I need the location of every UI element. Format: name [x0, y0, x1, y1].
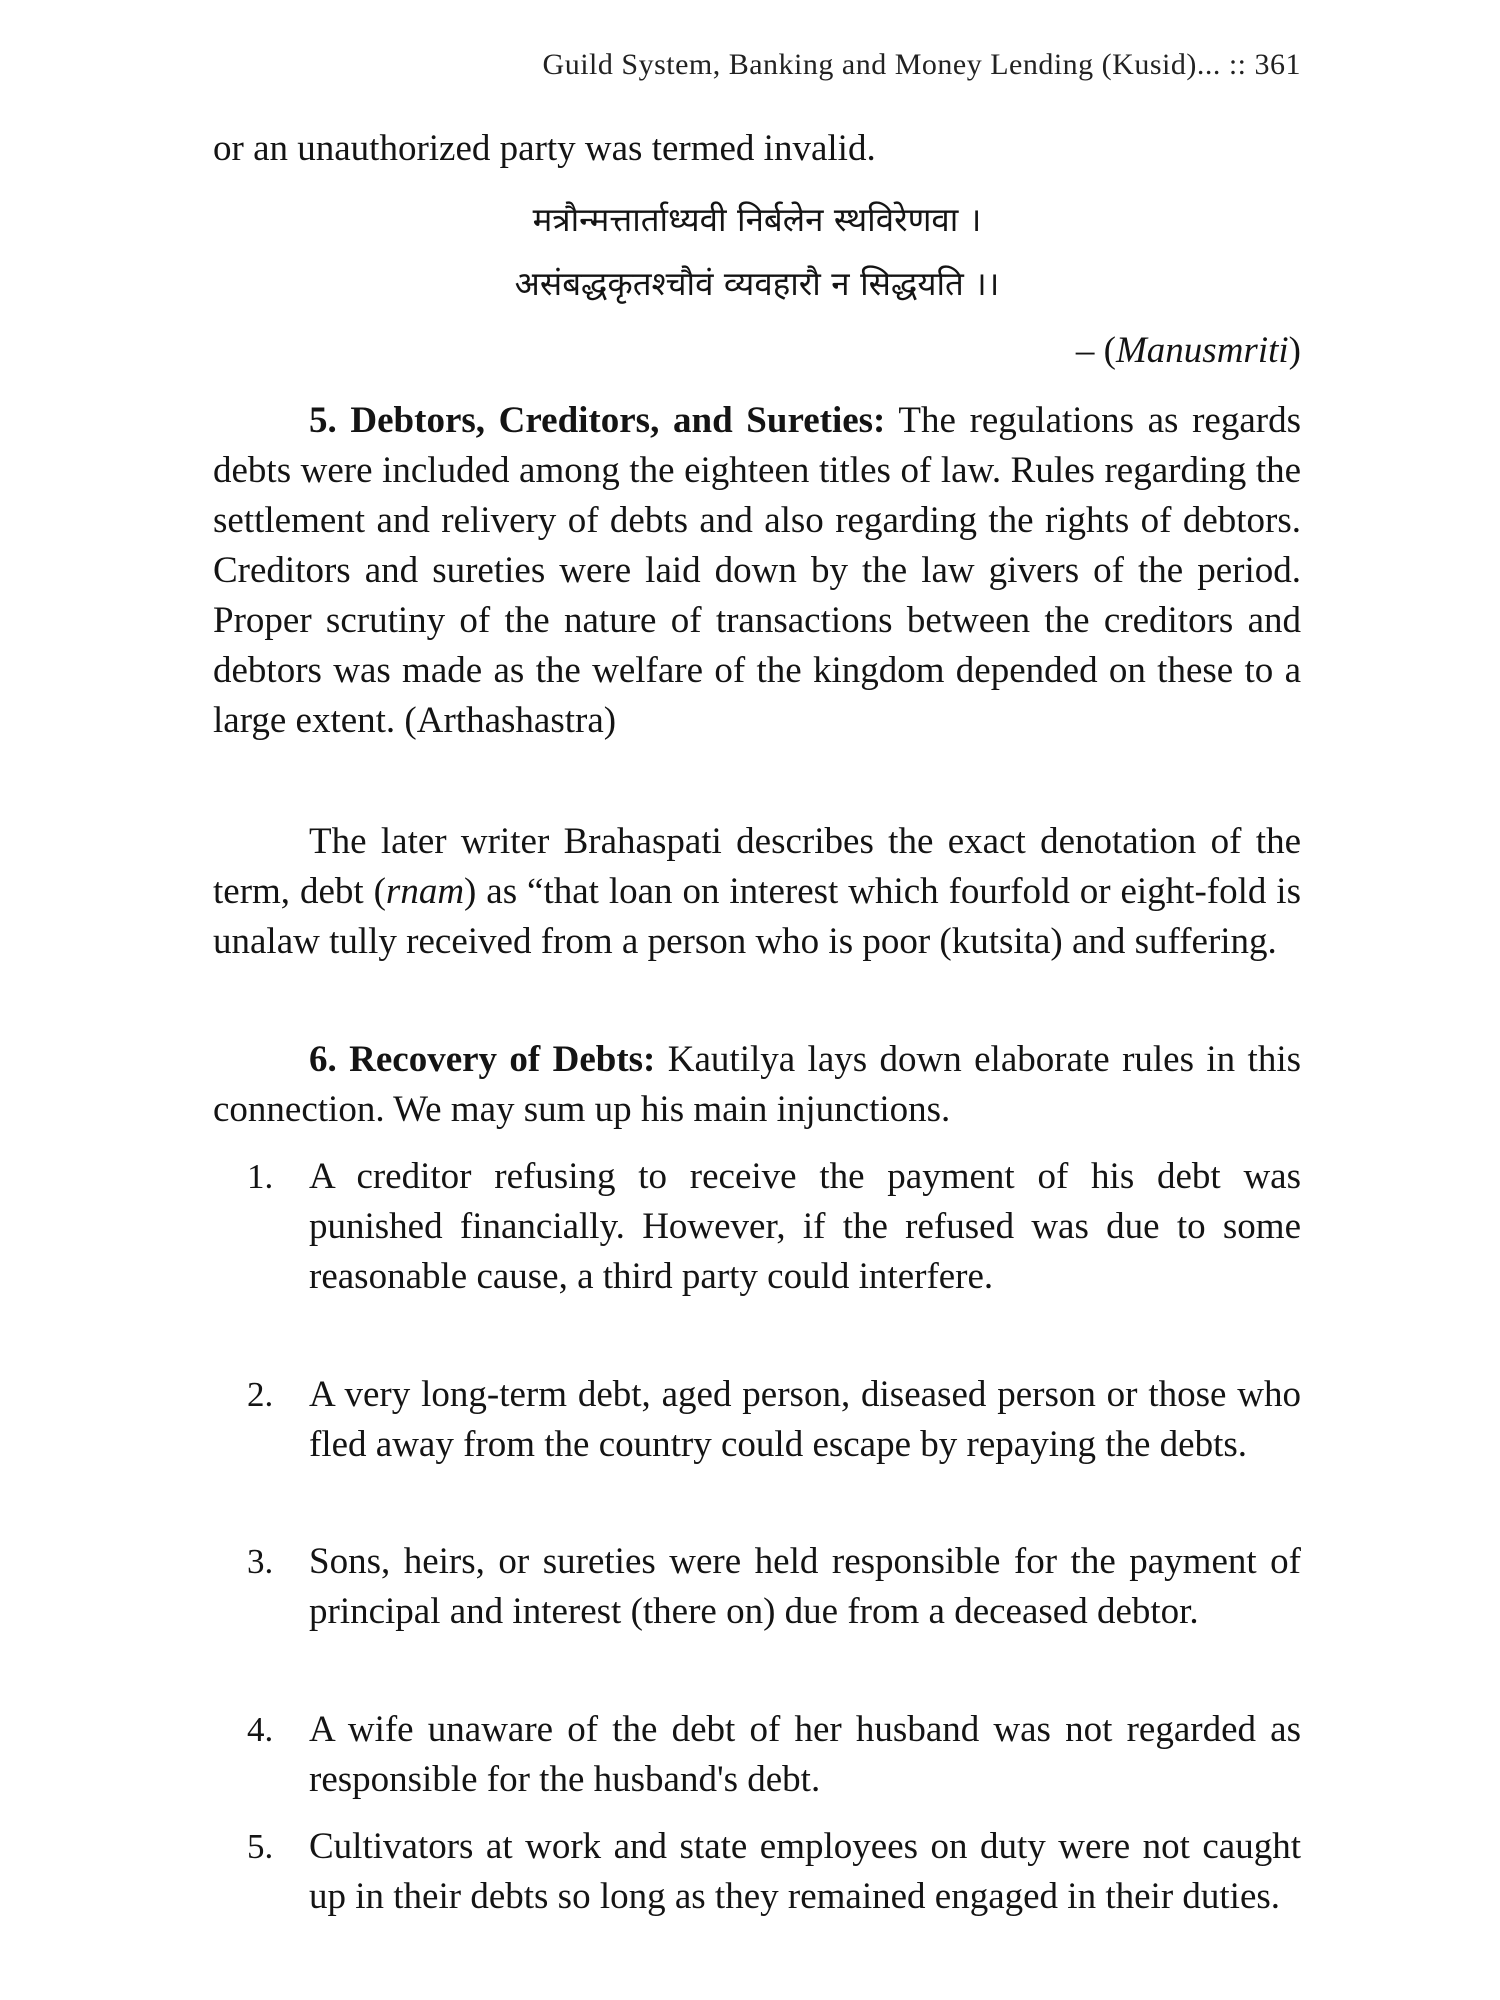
- list-item-text: Cultivators at work and state employees on duty were not caught up in their debts so long as they remained engaged in their duties.: [309, 1826, 1301, 1917]
- list-item-number: 2.: [247, 1375, 274, 1414]
- list-item-number: 1.: [247, 1157, 274, 1196]
- attribution-dash: – (: [1075, 330, 1116, 371]
- list-item-number: 3.: [247, 1542, 274, 1581]
- list-item-text: A wife unaware of the debt of her husband was not regarded as responsible for the husband's debt.: [309, 1709, 1301, 1800]
- list-item-text: A creditor refusing to receive the payment of his debt was punished financially. However, if the refused was due to some reasonable cause, a third party could interfere.: [309, 1156, 1301, 1297]
- brahaspati-term: rnam: [385, 871, 465, 912]
- running-header: Guild System, Banking and Money Lending (Kusid)... :: 361: [542, 48, 1301, 81]
- list-item-number: 4.: [247, 1710, 274, 1749]
- brahaspati-text-after: ) as “that loan on interest which fourfold or eight-fold is unalaw tully received from a person who is poor (kutsita) and suffering.: [213, 871, 1301, 962]
- section-5-body: The regulations as regards debts were included among the eighteen titles of law. Rules regarding the settlement and relivery of debts and also regarding the rights of debtors. Creditors and sureties were laid down by the law givers of the period. Proper scrutiny of the nature of transactions between the creditors and debtors was made as the welfare of the kingdom depended on these to a large extent. (Arthashastra): [213, 400, 1301, 741]
- intro-line: or an unauthorized party was termed invalid.: [213, 128, 876, 169]
- brahaspati-text-before: The later writer Brahaspati describes the exact denotation of the term, debt (: [213, 821, 1301, 912]
- list-item-number: 5.: [247, 1827, 274, 1866]
- sanskrit-verse-line-1: मत्रौन्मत्तार्ताध्यवी निर्बलेन स्थविरेणवा ।: [532, 200, 982, 239]
- brahaspati-paragraph: [213, 817, 1301, 967]
- attribution-close: ): [1288, 330, 1301, 371]
- section-6-body: Kautilya lays down elaborate rules in this connection. We may sum up his main injunctions.: [213, 1039, 1301, 1130]
- list-item-text: A very long-term debt, aged person, diseased person or those who fled away from the country could escape by repaying the debts.: [309, 1374, 1301, 1465]
- section-5-heading: 5. Debtors, Creditors, and Sureties:: [309, 400, 886, 441]
- attribution-source: Manusmriti: [1115, 330, 1289, 371]
- verse-attribution: [1076, 326, 1301, 376]
- list-item-text: Sons, heirs, or sureties were held responsible for the payment of principal and interest (there on) due from a deceased debtor.: [309, 1541, 1301, 1632]
- book-page: [213, 0, 1301, 2000]
- section-5-paragraph: [213, 396, 1301, 746]
- section-6-paragraph: [213, 1035, 1301, 1135]
- section-6-heading: 6. Recovery of Debts:: [309, 1039, 656, 1080]
- sanskrit-verse-line-2: असंबद्धकृतश्चौवं व्यवहारौ न सिद्धयति ।।: [514, 264, 1000, 303]
